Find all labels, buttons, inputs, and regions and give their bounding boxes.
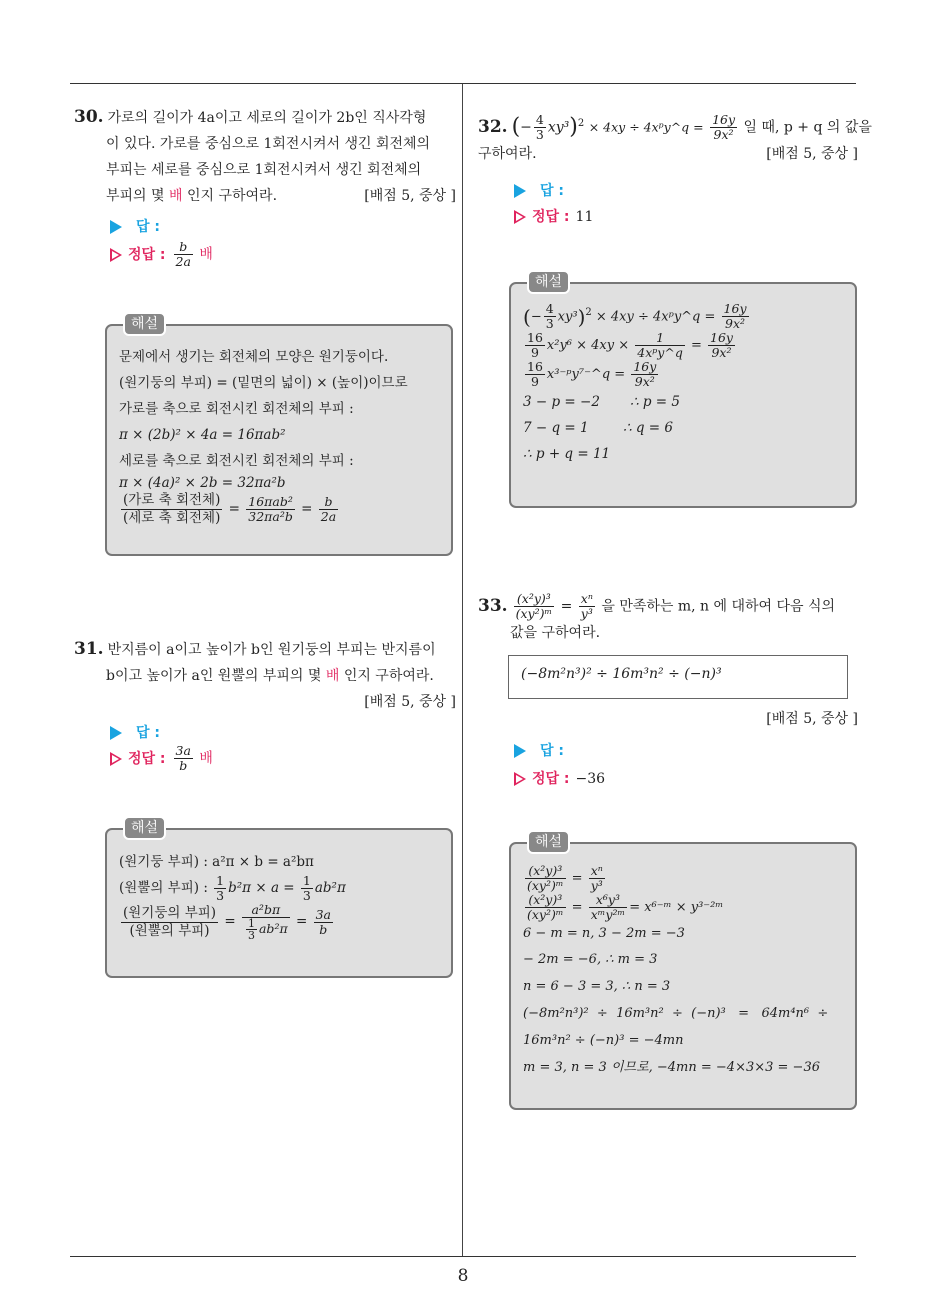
problem-30-line2: 이 있다. 가로를 중심으로 1회전시켜서 생긴 회전체의 — [106, 136, 431, 152]
problem-30-line3: 부피는 세로를 중심으로 1회전시켜서 생긴 회전체의 — [106, 162, 422, 178]
answer-line-32: 답 : — [514, 180, 564, 200]
outline-triangle-icon — [514, 772, 526, 786]
solution-box-30 — [105, 316, 453, 556]
solution-box-31 — [105, 820, 453, 978]
solution-box-33 — [509, 834, 857, 1110]
solution-line: − 2m = −6, ∴ m = 3 — [523, 952, 658, 967]
solution-tag: 해설 — [527, 830, 570, 854]
solution-tag: 해설 — [123, 816, 166, 840]
outline-triangle-icon — [110, 752, 122, 766]
problem-30-line1: 30. 가로의 길이가 4a이고 세로의 길이가 2b인 직사각형 — [74, 107, 427, 127]
solution-line: 가로를 축으로 회전시킨 회전체의 부피 : — [119, 401, 354, 417]
score-meta: [배점 5, 중상 ] — [364, 694, 456, 710]
solution-line: $\frac{\text{(x²y)³}}{\text{(xy²)ᵐ}}$ = $\frac{\text{xⁿ}}{\text{y³}}$ — [527, 863, 603, 893]
solution-line: n = 6 − 3 = 3, ∴ n = 3 — [523, 979, 671, 994]
solution-line: (원뿔의 부피) : $\frac{1}{3}$ b²π × a = $\frac{1}{3}$ ab²π — [119, 873, 346, 903]
solution-line: 7 − q = 1 ∴ q = 6 — [523, 420, 673, 437]
problem-number: 33. — [478, 595, 508, 616]
problem-31-line2: b이고 높이가 a인 원뿔의 부피의 몇 배 인지 구하여라. — [106, 668, 434, 684]
bottom-rule — [70, 1256, 856, 1257]
problem-33 — [478, 592, 858, 645]
answer-line-30: 답 : — [110, 216, 160, 236]
answer-line-33: 답 : — [514, 740, 564, 760]
condition-box: (−8m²n³)² ÷ 16m³n² ÷ (−n)³ — [508, 655, 848, 699]
solution-ratio: $\frac{\text{(가로 축 회전체)}}{\text{(세로 축 회전체)}}$ = $\frac{\text{16πab²}}{\text{32πa²b}}$ = $\frac{b}{2a}$ — [123, 492, 337, 526]
play-icon — [514, 744, 526, 758]
answer-line-31: 답 : — [110, 722, 160, 742]
correct-answer-30: 정답 : $\frac{b}{2a}$ 배 — [110, 240, 213, 269]
solution-line: m = 3, n = 3 이므로, −4mn = −4×3×3 = −36 — [523, 1060, 820, 1075]
problem-32-line2: 구하여라. [배점 5, 중상 ] — [478, 142, 858, 166]
score-meta: [배점 5, 중상 ] — [766, 711, 858, 727]
problem-33-line2: 값을 구하여라. — [510, 625, 601, 641]
correct-answer-32: 정답 : 11 — [514, 206, 593, 226]
problem-number: 31. — [74, 639, 104, 659]
solution-line: $\frac{16}{9}$ x³⁻ᵖy⁷⁻^q = $\frac{16y}{\text{9x²}}$ — [527, 359, 657, 390]
problem-number: 30. — [74, 107, 104, 127]
correct-answer-31: 정답 : $\frac{3a}{b}$ 배 — [110, 744, 213, 773]
problem-31-line1: 31. 반지름이 a이고 높이가 b인 원기둥의 부피는 반지름이 — [74, 639, 436, 659]
problem-32-line1: 32. (− $\frac{4}{3}$ xy³)$^2$ × 4xy ÷ 4xᵖy^q = $\frac{16y}{\text{9x²}}$ 일 때, p + q 의 값을 — [478, 112, 872, 143]
score-meta: [배점 5, 중상 ] — [364, 188, 456, 204]
solution-line: 문제에서 생기는 회전체의 모양은 원기둥이다. — [119, 349, 389, 365]
solution-line: (− $\frac{4}{3}$ xy³)$^2$ × 4xy ÷ 4xᵖy^q = $\frac{16y}{\text{9x²}}$ — [523, 301, 747, 332]
problem-30 — [74, 104, 456, 209]
answer-fraction: $\frac{b}{2a}$ — [175, 239, 191, 269]
problem-31 — [74, 636, 456, 715]
top-rule — [70, 83, 856, 84]
solution-line: 3 − p = −2 ∴ p = 5 — [523, 394, 680, 411]
page-number: 8 — [457, 1266, 469, 1286]
play-icon — [514, 184, 526, 198]
solution-line: (−8m²n³)² ÷ 16m³n² ÷ (−n)³ = 64m⁴n⁶ ÷ — [523, 1006, 829, 1021]
column-divider — [462, 84, 463, 1256]
solution-line: (원기둥의 부피) = (밑면의 넓이) × (높이)이므로 — [119, 375, 408, 391]
solution-line: $\frac{16}{9}$ x²y⁶ × 4xy × $\frac{1}{\text{4xᵖy\textasciicircum{}q}}$ = $\frac{16y}{\text{9x²}}$ — [527, 330, 733, 361]
solution-line: $\frac{\text{(x²y)³}}{\text{(xy²)ᵐ}}$ = $\frac{\text{x⁶y³}}{\text{xᵐy²ᵐ}}$ = x⁶⁻ᵐ × y³⁻²ᵐ — [527, 892, 724, 922]
solution-line: π × (2b)² × 4a = 16πab² — [119, 427, 286, 443]
problem-32 — [478, 112, 872, 166]
solution-tag: 해설 — [123, 312, 166, 336]
play-icon — [110, 726, 122, 740]
problem-number: 32. — [478, 116, 508, 137]
solution-line: (원기둥 부피) : a²π × b = a²bπ — [119, 854, 314, 870]
solution-line: 6 − m = n, 3 − 2m = −3 — [523, 926, 685, 941]
solution-tag: 해설 — [527, 270, 570, 294]
solution-line: 세로를 축으로 회전시킨 회전체의 부피 : — [119, 453, 354, 469]
problem-30-line4: 부피의 몇 배 인지 구하여라. [배점 5, 중상 ] — [74, 183, 456, 209]
outline-triangle-icon — [514, 210, 526, 224]
outline-triangle-icon — [110, 248, 122, 262]
problem-33-line1: 33. $\frac{\text{(x²y)³}}{\text{(xy²)ᵐ}}$ = $\frac{\text{xⁿ}}{\text{y³}}$ 을 만족하는 m, n 에 대하여 다음 식의 — [478, 591, 836, 621]
solution-box-32 — [509, 274, 857, 508]
solution-line: π × (4a)² × 2b = 32πa²b — [119, 475, 286, 491]
correct-answer-33: 정답 : −36 — [514, 768, 605, 788]
solution-ratio: $\frac{\text{(원기둥의 부피)}}{\text{(원뿔의 부피)}}$ = a²bπ $\frac{1}{3}$ ab²π = $\frac{3a}{b}$ — [123, 902, 331, 942]
score-meta: [배점 5, 중상 ] — [766, 146, 858, 163]
play-icon — [110, 220, 122, 234]
answer-fraction: $\frac{3a}{b}$ — [175, 743, 191, 773]
solution-line: ∴ p + q = 11 — [523, 446, 611, 463]
solution-line: 16m³n² ÷ (−n)³ = −4mn — [523, 1033, 684, 1048]
